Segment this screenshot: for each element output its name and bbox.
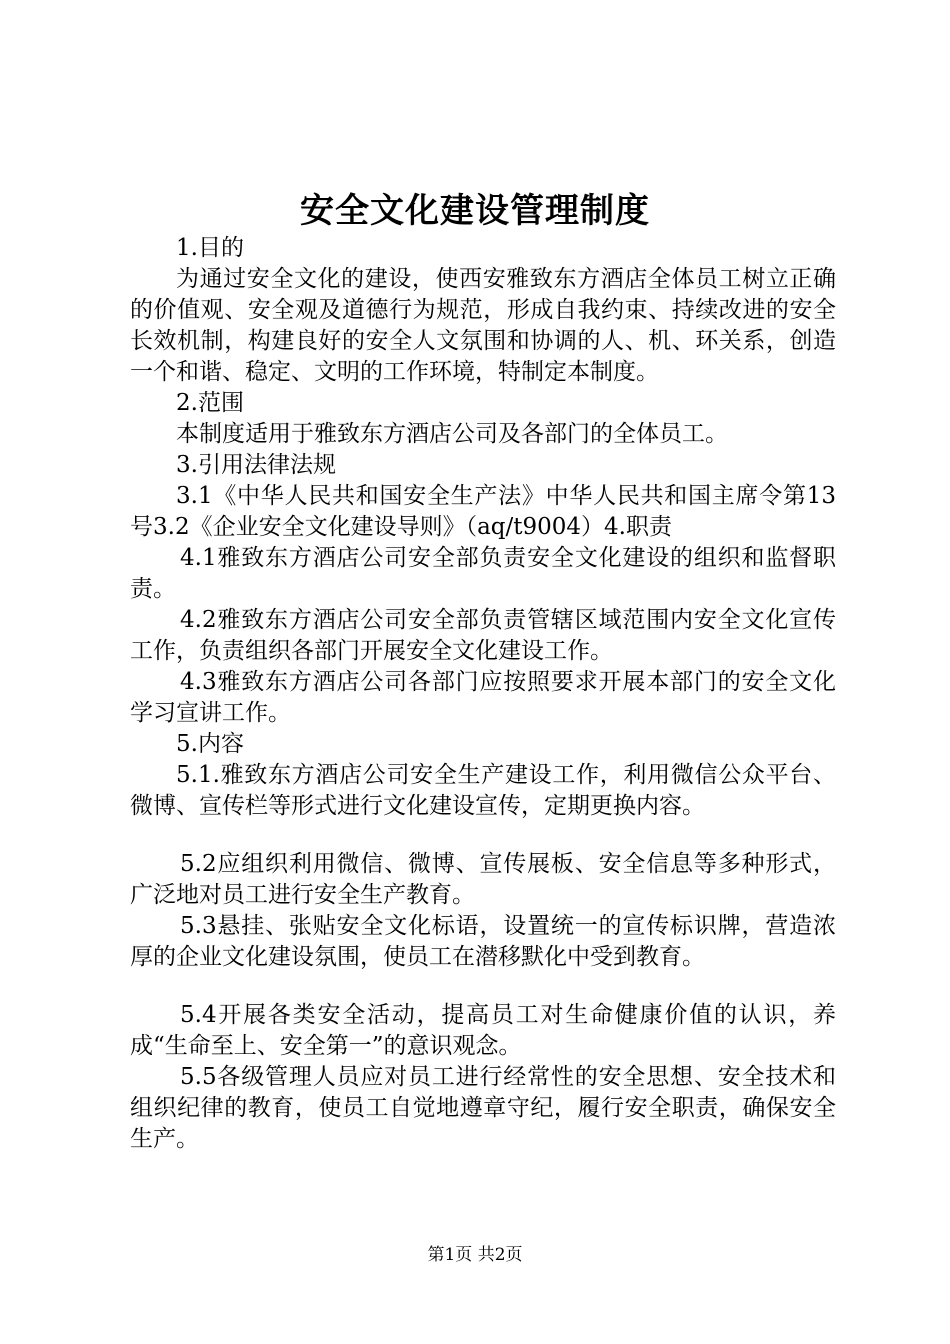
paragraph-duty-4-2: 4.2雅致东方酒店公司安全部负责管辖区域范围内安全文化宣传工作，负责组织各部门开展安全文化建设工作。 xyxy=(130,607,836,664)
paragraph-duty-4-3: 4.3雅致东方酒店公司各部门应按照要求开展本部门的安全文化学习宣讲工作。 xyxy=(130,669,836,726)
section-heading-content: 5.内容 xyxy=(176,731,244,757)
section-heading-scope: 2.范围 xyxy=(176,390,244,416)
document-body xyxy=(130,233,836,1155)
paragraph-content-5-1: 5.1.雅致东方酒店公司安全生产建设工作，利用微信公众平台、微博、宣传栏等形式进行文化建设宣传，定期更换内容。 xyxy=(130,762,836,819)
page-footer: 第1页 共2页 xyxy=(427,1245,523,1265)
paragraph-content-5-3: 5.3悬挂、张贴安全文化标语，设置统一的宣传标识牌，营造浓厚的企业文化建设氛围，使员工在潜移默化中受到教育。 xyxy=(130,913,836,970)
paragraph-content-5-4: 5.4开展各类安全活动，提高员工对生命健康价值的认识，养成“生命至上、安全第一”的意识观念。 xyxy=(130,1002,836,1059)
paragraph-spacer xyxy=(130,973,836,1000)
paragraph-laws: 3.1《中华人民共和国安全生产法》中华人民共和国主席令第13号3.2《企业安全文化建设导则》（aq/t9004）4.职责 xyxy=(130,483,836,540)
paragraph-content-5-2: 5.2应组织利用微信、微博、宣传展板、安全信息等多种形式，广泛地对员工进行安全生产教育。 xyxy=(130,851,836,908)
paragraph-content-5-5: 5.5各级管理人员应对员工进行经常性的安全思想、安全技术和组织纪律的教育，使员工自觉地遵章守纪，履行安全职责，确保安全生产。 xyxy=(130,1064,836,1152)
paragraph-purpose: 为通过安全文化的建设，使西安雅致东方酒店全体员工树立正确的价值观、安全观及道德行为规范，形成自我约束、持续改进的安全长效机制，构建良好的安全人文氛围和协调的人、机、环关系，创造一个和谐、稳定、文明的工作环境，特制定本制度。 xyxy=(130,266,836,385)
section-heading-laws: 3.引用法律法规 xyxy=(176,452,336,478)
document-title: 安全文化建设管理制度 xyxy=(300,191,650,231)
paragraph-spacer xyxy=(130,822,836,849)
paragraph-scope: 本制度适用于雅致东方酒店公司及各部门的全体员工。 xyxy=(176,421,728,447)
paragraph-duty-4-1: 4.1雅致东方酒店公司安全部负责安全文化建设的组织和监督职责。 xyxy=(130,545,836,602)
section-heading-purpose: 1.目的 xyxy=(176,235,244,261)
